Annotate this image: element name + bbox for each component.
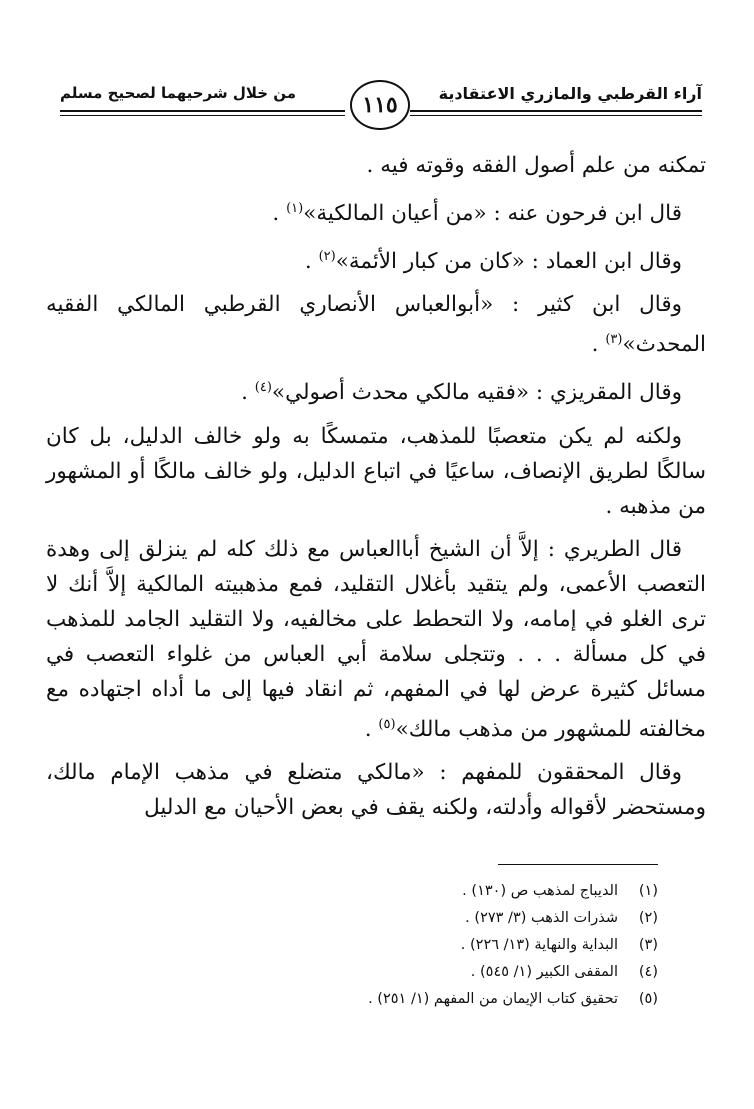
book-title: آراء القرطبي والمازري الاعتقادية bbox=[438, 84, 702, 103]
page-number: ١١٥ bbox=[350, 80, 410, 130]
paragraph bbox=[46, 148, 706, 183]
header-rule bbox=[60, 110, 345, 112]
paragraph-text: وقال ابن كثير : «أبوالعباس الأنصاري القرطبي المالكي الفقيه المحدث» bbox=[46, 292, 706, 358]
footnote-marker: (١) bbox=[286, 201, 304, 216]
footnote-marker: (٥) bbox=[378, 716, 396, 732]
paragraph-text: ولكنه لم يكن متعصبًا للمذهب، متمسكًا به ولو خالف الدليل، بل كان سالكًا لطريق الإنصاف، ساعيًا في اتباع الدليل، ولو خالف مالكًا أو المشهور من مذهبه . bbox=[46, 423, 706, 519]
footnote-text: الديباج لمذهب ص (١٣٠) . bbox=[462, 883, 618, 899]
paragraph bbox=[46, 287, 706, 362]
paragraph bbox=[46, 532, 706, 747]
paragraph bbox=[46, 370, 706, 410]
footnote-number: (٤) bbox=[638, 964, 658, 980]
page-header bbox=[0, 66, 754, 146]
footnote-number: (١) bbox=[638, 883, 658, 899]
paragraph-text: وقال المقريزي : «فقيه مالكي محدث أصولي» bbox=[271, 380, 682, 406]
period: . bbox=[364, 716, 379, 742]
main-text bbox=[46, 148, 706, 833]
header-rule bbox=[410, 110, 702, 112]
footnote bbox=[98, 959, 658, 986]
paragraph-text: وقال المحققون للمفهم : «مالكي متضلع في مذهب الإمام مالك، ومستحضر لأقواله وأدلته، ولكنه يقف في بعض الأحيان مع الدليل bbox=[46, 759, 706, 820]
footnotes bbox=[98, 878, 658, 1013]
paragraph-text: قال الطريري : إلاَّ أن الشيخ أباالعباس مع ذلك كله لم ينزلق إلى وهدة التعصب الأعمى، ولم يتقيد بأغلال التقليد، فمع مذهبيته المالكية إلاَّ أنك لا ترى الغلو في إمامه، ولا التحطط على مخالفيه، ولا التقليد الجامد للمذهب في كل مسألة . . . وتتجلى سلامة أبي العباس من غلواء التعصب في مسائل كثيرة عرض لها في المفهم، ثم انقاد فيها إلى ما أداه اجتهاده مع مخالفته للمشهور من مذهب مالك» bbox=[46, 536, 706, 742]
footnote-marker: (٣) bbox=[605, 332, 623, 348]
paragraph-text: قال ابن فرحون عنه : «من أعيان المالكية» bbox=[303, 201, 682, 227]
footnote-marker: (٤) bbox=[254, 380, 272, 396]
footnote bbox=[98, 932, 658, 959]
footnote-text: البداية والنهاية (١٣/ ٢٢٦) . bbox=[460, 937, 618, 953]
footnote bbox=[98, 986, 658, 1013]
paragraph bbox=[46, 755, 706, 825]
period: . bbox=[241, 380, 255, 406]
period: . bbox=[272, 201, 287, 227]
header-rule-thin bbox=[410, 115, 702, 116]
footnote-marker: (٢) bbox=[318, 249, 336, 265]
footnote bbox=[98, 905, 658, 932]
footnote bbox=[98, 878, 658, 905]
footnote-number: (٣) bbox=[638, 937, 658, 953]
book-subtitle: من خلال شرحيهما لصحيح مسلم bbox=[60, 84, 297, 102]
paragraph bbox=[46, 239, 706, 279]
paragraph-text: وقال ابن العماد : «كان من كبار الأئمة» bbox=[335, 249, 682, 275]
footnote-number: (٥) bbox=[638, 991, 658, 1007]
footnote-separator bbox=[498, 864, 658, 865]
paragraph-text: تمكنه من علم أصول الفقه وقوته فيه . bbox=[366, 153, 706, 178]
footnote-number: (٢) bbox=[638, 910, 658, 926]
paragraph bbox=[46, 419, 706, 524]
paragraph bbox=[46, 191, 706, 231]
footnote-text: شذرات الذهب (٣/ ٢٧٣) . bbox=[465, 910, 618, 926]
header-rule-thin bbox=[60, 115, 345, 116]
footnote-text: المقفى الكبير (١/ ٥٤٥) . bbox=[470, 964, 618, 980]
footnote-text: تحقيق كتاب الإيمان من المفهم (١/ ٢٥١) . bbox=[368, 991, 618, 1007]
period: . bbox=[591, 332, 606, 358]
period: . bbox=[304, 249, 319, 275]
